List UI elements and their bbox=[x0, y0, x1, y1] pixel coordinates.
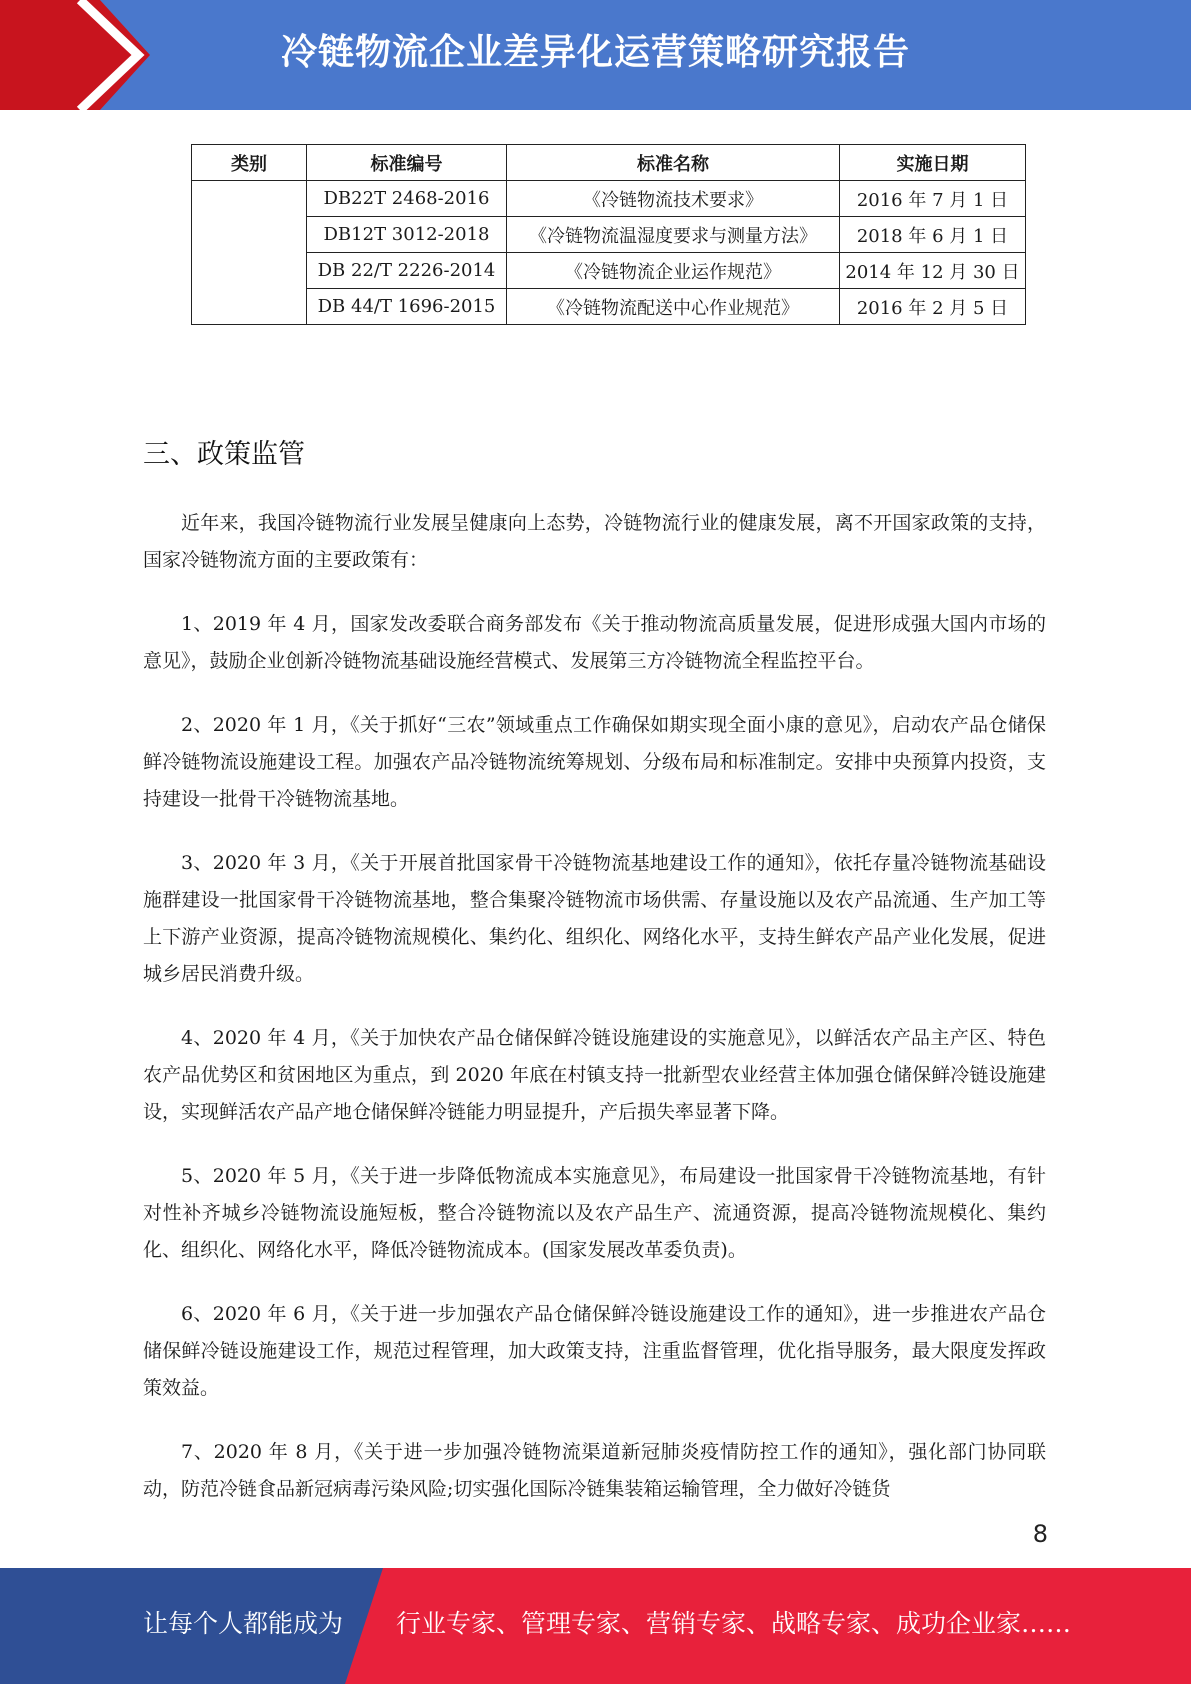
table-cell-name: 《冷链物流技术要求》 bbox=[507, 181, 840, 217]
table-row bbox=[192, 289, 1026, 325]
table-cell-date: 2018 年 6 月 1 日 bbox=[840, 217, 1026, 253]
table-header-name: 标准名称 bbox=[507, 145, 840, 181]
table-header-row bbox=[192, 145, 1026, 181]
table-cell-name: 《冷链物流配送中心作业规范》 bbox=[507, 289, 840, 325]
table-row bbox=[192, 181, 1026, 217]
section-content bbox=[143, 432, 1046, 1535]
table-cell-code: DB 44/T 1696-2015 bbox=[307, 289, 507, 325]
paragraph-policy-2: 2、2020 年 1 月，《关于抓好“三农”领域重点工作确保如期实现全面小康的意见》，启动农产品仓储保鲜冷链物流设施建设工程。加强农产品冷链物流统筹规划、分级布局和标准制定。安排中央预算内投资，支持建设一批骨干冷链物流基地。 bbox=[143, 714, 1046, 810]
paragraph-policy-6: 6、2020 年 6 月，《关于进一步加强农产品仓储保鲜冷链设施建设工作的通知》，进一步推进农产品仓储保鲜冷链设施建设工作，规范过程管理，加大政策支持，注重监督管理，优化指导服务，最大限度发挥政策效益。 bbox=[143, 1303, 1046, 1399]
table-cell-date: 2016 年 7 月 1 日 bbox=[840, 181, 1026, 217]
section-title: 三、政策监管 bbox=[143, 439, 305, 470]
table-cell-date: 2014 年 12 月 30 日 bbox=[840, 253, 1026, 289]
paragraph-policy-4: 4、2020 年 4 月，《关于加快农产品仓储保鲜冷链设施建设的实施意见》，以鲜活农产品主产区、特色农产品优势区和贫困地区为重点，到 2020 年底在村镇支持一批新型农业经营主体加强仓储保鲜冷链设施建设，实现鲜活农产品产地仓储保鲜冷链能力明显提升，产后损失率显著下降。 bbox=[143, 1027, 1046, 1123]
table-cell-code: DB22T 2468-2016 bbox=[307, 181, 507, 217]
table-header-code: 标准编号 bbox=[307, 145, 507, 181]
table-cell-date: 2016 年 2 月 5 日 bbox=[840, 289, 1026, 325]
table-row bbox=[192, 253, 1026, 289]
page-footer bbox=[0, 1568, 1191, 1684]
page-header bbox=[0, 0, 1191, 110]
paragraph-intro: 近年来，我国冷链物流行业发展呈健康向上态势，冷链物流行业的健康发展，离不开国家政策的支持，国家冷链物流方面的主要政策有： bbox=[143, 512, 1046, 571]
page-number: 8 bbox=[1032, 1520, 1048, 1548]
table-header-date: 实施日期 bbox=[840, 145, 1026, 181]
table-header-category: 类别 bbox=[192, 145, 307, 181]
table-cell-category bbox=[192, 181, 307, 325]
table-cell-name: 《冷链物流企业运作规范》 bbox=[507, 253, 840, 289]
paragraph-policy-3: 3、2020 年 3 月，《关于开展首批国家骨干冷链物流基地建设工作的通知》，依托存量冷链物流基础设施群建设一批国家骨干冷链物流基地，整合集聚冷链物流市场供需、存量设施以及农产品流通、生产加工等上下游产业资源，提高冷链物流规模化、集约化、组织化、网络化水平，支持生鲜农产品产业化发展，促进城乡居民消费升级。 bbox=[143, 852, 1046, 985]
footer-slogan-left: 让每个人都能成为 bbox=[143, 1609, 344, 1638]
footer-slogan-right: 行业专家、管理专家、营销专家、战略专家、成功企业家…… bbox=[396, 1609, 1072, 1638]
report-title: 冷链物流企业差异化运营策略研究报告 bbox=[280, 32, 910, 73]
table-cell-code: DB 22/T 2226-2014 bbox=[307, 253, 507, 289]
table-cell-name: 《冷链物流温湿度要求与测量方法》 bbox=[507, 217, 840, 253]
table-row bbox=[192, 217, 1026, 253]
paragraph-policy-7: 7、2020 年 8 月，《关于进一步加强冷链物流渠道新冠肺炎疫情防控工作的通知》，强化部门协同联动，防范冷链食品新冠病毒污染风险;切实强化国际冷链集装箱运输管理，全力做好冷链货 bbox=[143, 1441, 1046, 1500]
paragraph-policy-1: 1、2019 年 4 月，国家发改委联合商务部发布《关于推动物流高质量发展，促进形成强大国内市场的意见》，鼓励企业创新冷链物流基础设施经营模式、发展第三方冷链物流全程监控平台。 bbox=[143, 613, 1046, 672]
standards-table bbox=[191, 144, 1026, 325]
paragraph-policy-5: 5、2020 年 5 月，《关于进一步降低物流成本实施意见》，布局建设一批国家骨干冷链物流基地，有针对性补齐城乡冷链物流设施短板，整合冷链物流以及农产品生产、流通资源，提高冷链物流规模化、集约化、组织化、网络化水平，降低冷链物流成本。(国家发展改革委负责)。 bbox=[143, 1165, 1046, 1261]
table-cell-code: DB12T 3012-2018 bbox=[307, 217, 507, 253]
